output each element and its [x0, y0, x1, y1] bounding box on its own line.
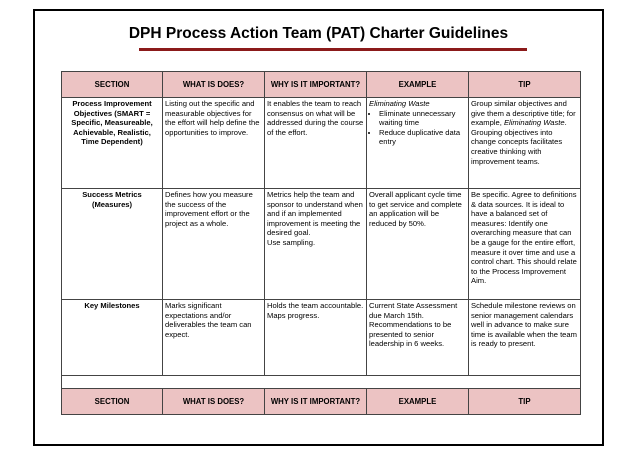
row-example-cell [367, 300, 469, 376]
row-why-cell: Holds the team accountable. Maps progress. [265, 300, 367, 376]
document-page [33, 9, 604, 446]
charter-guidelines-table [61, 71, 581, 415]
example-heading: Eliminating Waste [369, 99, 430, 108]
example-text: Current State Assessment due March 15th. [369, 301, 458, 320]
header-what: WHAT IS DOES? [163, 389, 265, 415]
header-section: SECTION [62, 389, 163, 415]
title-underline [139, 48, 527, 51]
header-why: WHY IS IT IMPORTANT? [265, 389, 367, 415]
row-tip-cell: Schedule milestone reviews on senior management calendars well in advance to make sure time is available when the team is ready to present. [469, 300, 581, 376]
table-row [62, 300, 581, 376]
list-item: • Reduce duplicative data entry [379, 128, 466, 147]
row-example-cell: Overall applicant cycle time to get service and complete an application will be reduced by 50%. [367, 189, 469, 300]
header-example: EXAMPLE [367, 389, 469, 415]
tip-text: . Grouping objectives into change concepts facilitates creative thinking with improvement teams. [471, 118, 567, 166]
table-row [62, 189, 581, 300]
row-tip-cell [469, 98, 581, 189]
header-what: WHAT IS DOES? [163, 72, 265, 98]
header-example: EXAMPLE [367, 72, 469, 98]
example-bullet-list [369, 109, 466, 147]
table-header-row [62, 72, 581, 98]
row-section-label: Success Metrics (Measures) [62, 189, 163, 300]
tip-text: Group similar objectives and give them a descriptive title; for example, [471, 99, 576, 128]
list-item: • Eliminate unnecessary waiting time [379, 109, 466, 128]
header-why: WHY IS IT IMPORTANT? [265, 72, 367, 98]
header-tip: TIP [469, 389, 581, 415]
row-why-cell: It enables the team to reach consensus on what will be addressed during the course of the effort. [265, 98, 367, 189]
header-section: SECTION [62, 72, 163, 98]
why-text: Use sampling. [267, 237, 316, 247]
row-what-cell: Listing out the specific and measurable objectives for the effort will help define the opportunities to improve. [163, 98, 265, 189]
tip-italic-text: Eliminating Waste [503, 118, 565, 128]
table-spacer-row [62, 376, 581, 389]
row-section-label: Key Milestones [62, 300, 163, 376]
row-what-cell: Marks significant expectations and/or deliverables the team can expect. [163, 300, 265, 376]
example-text: Recommendations to be presented to senior leadership in 6 weeks. [369, 320, 452, 349]
row-what-cell: Defines how you measure the success of the improvement effort or the project as a whole. [163, 189, 265, 300]
header-tip: TIP [469, 72, 581, 98]
row-example-cell [367, 98, 469, 189]
table-footer-header-row [62, 389, 581, 415]
document-title: DPH Process Action Team (PAT) Charter Guidelines [128, 25, 509, 42]
row-section-label: Process Improvement Objectives (SMART = Specific, Measureable, Achievable, Realistic, Time Dependent) [62, 98, 163, 189]
why-text: Metrics help the team and sponsor to understand when and if an implemented improvement is meeting the desired goal. [267, 190, 363, 238]
row-tip-cell: Be specific. Agree to definitions & data sources. It is ideal to have a balanced set of measures: Identify one overarching measure that can be a gauge for the entire effort, measure it over time and use a control chart. This should relate to the Process Improvement Aim. [469, 189, 581, 300]
row-why-cell [265, 189, 367, 300]
table-row [62, 98, 581, 189]
